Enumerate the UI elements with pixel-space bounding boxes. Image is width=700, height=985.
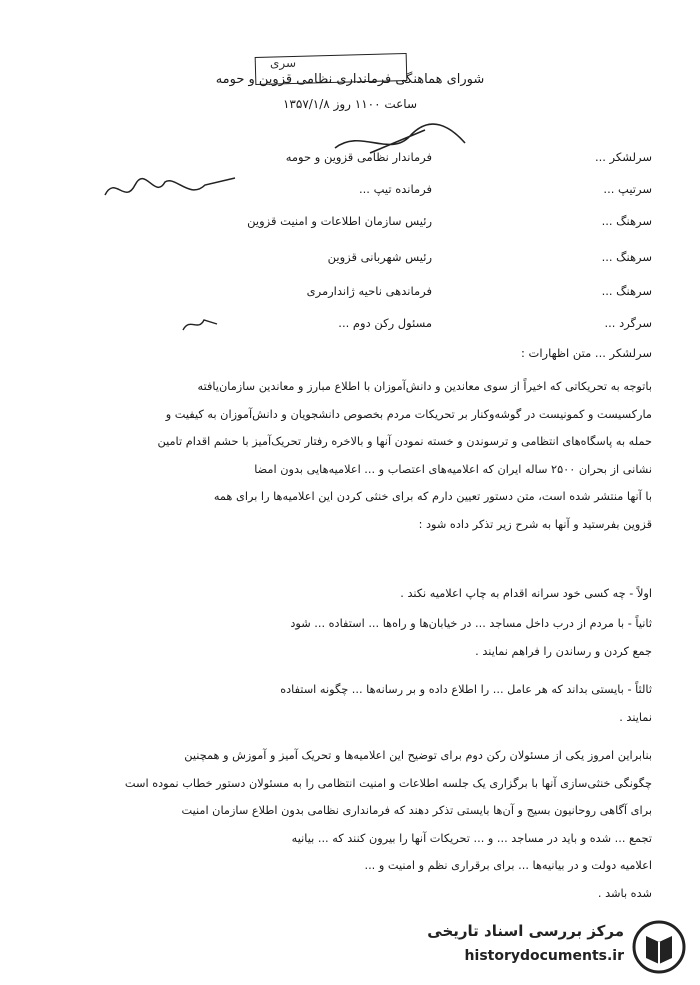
body-paragraph [52, 373, 652, 538]
clause-second [52, 610, 652, 665]
text-line: شده باشد . [597, 886, 652, 900]
text-line: بنابراین امروز یکی از مسئولان رکن دوم برای توضیح این اعلامیه‌ها و تحریک آمیز و آموزش و همچنین [184, 749, 652, 762]
attendee-role: سرهنگ ... [601, 250, 652, 264]
attendee-row [52, 284, 652, 306]
attendee-role: سرهنگ ... [601, 284, 652, 298]
text-line: چگونگی خنثی‌سازی آنها با برگزاری یک جلسه اطلاعات و امنیت انتظامی را به مسئولان دستور خطاب نموده است [124, 776, 652, 790]
attendee-title: فرمانده تیپ ... [358, 182, 432, 196]
attendee-title: فرماندار نظامی قزوین و حومه [285, 150, 432, 164]
attendee-row [52, 182, 652, 204]
attendee-role: سرلشکر ... [594, 150, 652, 164]
text-line: قزوین بفرستید و آنها به شرح زیر تذکر داده شود : [418, 517, 652, 531]
text-line: ثانیاً - با مردم از درب داخل مساجد ... در خیابان‌ها و راه‌ها ... استفاده ... شود [290, 617, 652, 630]
text-line: تجمع ... شده و باید در مساجد ... و ... تحریکات آنها را بیرون کنند که ... بیانیه [291, 831, 652, 845]
clause-third [52, 676, 652, 731]
text-line: ثالثاً - بایستی بداند که هر عامل ... را اطلاع داده و بر رسانه‌ها ... چگونه استفاده [280, 683, 652, 696]
text-line: باتوجه به تحریکاتی که اخیراً از سوی معاندین و دانش‌آموزان با اطلاع مبارز و معاندین سازمان‌یافته [197, 380, 652, 393]
text-line: جمع کردن و رساندن را فراهم نمایند . [475, 644, 652, 658]
text-line: اعلامیه دولت و در بیانیه‌ها ... برای برقراری نظم و امنیت و ... [364, 859, 652, 872]
attendee-title: رئیس شهربانی قزوین [327, 250, 432, 264]
text-line: نمایند . [619, 710, 652, 724]
attendee-role: سرتیپ ... [603, 182, 652, 196]
clause-first [52, 580, 652, 608]
archive-name: مرکز بررسی اسناد تاریخی [427, 922, 624, 940]
text-line: اولاً - چه کسی خود سرانه اقدام به چاپ اعلامیه نکند . [400, 587, 652, 600]
attendee-role: سرهنگ ... [601, 214, 652, 228]
attendee-title: فرماندهی ناحیه ژاندارمری [306, 284, 432, 298]
text-line: حمله به پاسگاه‌های انتظامی و ترسوندن و خسته نمودن آنها و بالاخره رفتار تحریک‌آمیز با حشم اقدام تامین [157, 435, 652, 448]
closing-paragraph [52, 742, 652, 907]
meeting-date: ساعت ۱۱۰۰ روز ۱۳۵۷/۱/۸ [282, 97, 418, 111]
attendee-row [52, 150, 652, 172]
document-title: شورای هماهنگی فرمانداری نظامی قزوین و حومه [215, 72, 485, 87]
text-line: با آنها منتشر شده است، متن دستور تعیین دارم که برای خنثی کردن این اعلامیه‌ها را برای همه [213, 490, 652, 503]
attendee-row [52, 214, 652, 236]
secret-stamp: سری [270, 56, 297, 70]
archive-url: historydocuments.ir [464, 948, 624, 964]
book-emblem-icon [632, 920, 686, 974]
text-line: مارکسیست و کمونیست در گوشه‌وکنار بر تحریکات مردم بخصوص دانشجویان و دانش‌آموزان به کیفیت و [165, 407, 652, 421]
attendee-title: رئیس سازمان اطلاعات و امنیت قزوین [247, 214, 432, 228]
attendee-title: مسئول رکن دوم ... [338, 316, 432, 330]
attendee-role: سرگرد ... [604, 316, 652, 330]
text-line: برای آگاهی روحانیون بسیج و آن‌ها بایستی تذکر دهند که فرمانداری نظامی بدون اطلاع سازمان امنیت [181, 804, 652, 817]
text-line: نشانی از بحران ۲۵۰۰ ساله ایران که اعلامیه‌های اعتصاب و ... اعلامیه‌هایی بدون امضا [254, 462, 652, 476]
section-heading: سرلشکر ... متن اظهارات : [520, 346, 652, 360]
attendee-row [52, 250, 652, 272]
attendee-row [52, 316, 652, 338]
